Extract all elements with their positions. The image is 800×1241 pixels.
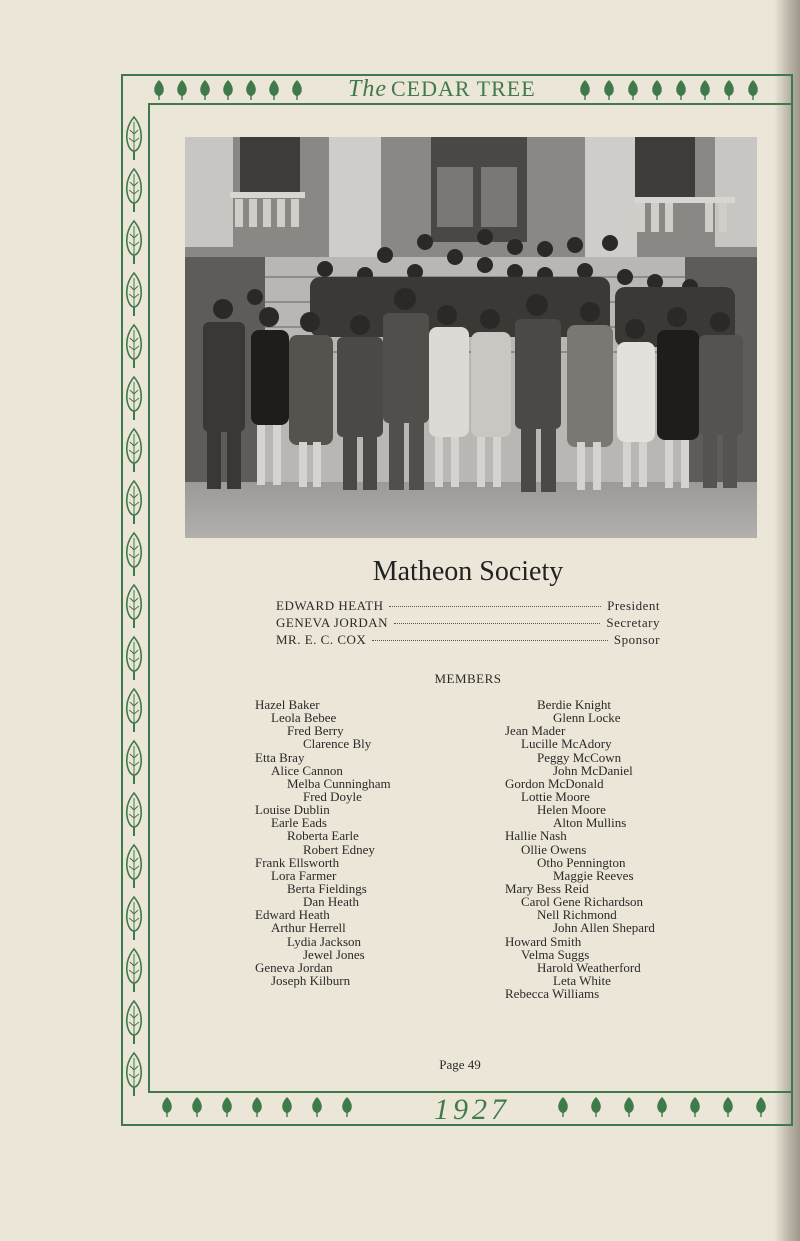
member-name: Otho Pennington	[537, 854, 626, 870]
member-name: Nell Richmond	[537, 907, 617, 923]
tree-icon	[124, 844, 144, 889]
member-name: Lydia Jackson	[287, 933, 362, 949]
tree-icon	[556, 1096, 570, 1118]
officer-role: Sponsor	[613, 632, 660, 647]
member-name: Fred Doyle	[303, 788, 362, 804]
member-name: Berta Fieldings	[287, 880, 367, 896]
footer-trees-left	[160, 1096, 354, 1118]
member-name: Berdie Knight	[537, 697, 612, 712]
tree-icon	[190, 1096, 204, 1118]
leader-dots	[394, 623, 600, 624]
officer-role: President	[607, 598, 660, 613]
member-name: Hazel Baker	[255, 697, 320, 712]
members-list-right	[505, 698, 655, 1000]
officer-name: MR. E. C. COX	[276, 632, 367, 647]
tree-icon	[175, 79, 189, 101]
title-the: The	[348, 76, 387, 102]
yearbook-title	[348, 76, 568, 102]
group-photo-illustration	[185, 137, 757, 538]
member-name: Edward Heath	[255, 907, 330, 923]
page-number: Page 49	[439, 1057, 481, 1072]
tree-icon	[124, 220, 144, 265]
officer-row	[276, 598, 660, 615]
tree-icon	[688, 1096, 702, 1118]
tree-icon	[124, 688, 144, 733]
header-trees-left	[152, 79, 304, 101]
group-photo	[185, 137, 757, 538]
society-title: Matheon Society	[372, 556, 564, 587]
officer-row	[276, 632, 660, 649]
officer-role: Secretary	[606, 615, 660, 630]
tree-icon	[124, 168, 144, 213]
member-name: Harold Weatherford	[537, 959, 641, 975]
tree-icon	[124, 1000, 144, 1045]
member-name: Lucille McAdory	[521, 736, 612, 752]
member-name: Leola Bebee	[271, 710, 337, 726]
tree-icon	[310, 1096, 324, 1118]
member-name: Alton Mullins	[553, 815, 627, 831]
footer-trees-right	[556, 1096, 768, 1118]
member-name: Peggy McCown	[537, 749, 622, 765]
member-name: Gordon McDonald	[505, 775, 604, 791]
member-name: Ollie Owens	[521, 841, 587, 857]
title-cedar-tree: CEDAR TREE	[391, 76, 536, 101]
tree-icon	[124, 272, 144, 317]
member-name: Louise Dublin	[255, 802, 330, 818]
member-name: Etta Bray	[255, 749, 305, 765]
tree-icon	[626, 79, 640, 101]
member-name: Geneva Jordan	[255, 959, 333, 975]
tree-icon	[622, 1096, 636, 1118]
leader-dots	[372, 640, 608, 641]
member-name: Glenn Locke	[553, 710, 621, 726]
tree-icon	[746, 79, 760, 101]
member-name: Velma Suggs	[521, 946, 590, 962]
tree-icon	[650, 79, 664, 101]
tree-icon	[221, 79, 235, 101]
tree-icon	[244, 79, 258, 101]
tree-icon	[220, 1096, 234, 1118]
member-name: Robert Edney	[303, 841, 375, 857]
tree-icon	[124, 584, 144, 629]
tree-icon	[721, 1096, 735, 1118]
member-name: Carol Gene Richardson	[521, 894, 644, 910]
member-name: Joseph Kilburn	[271, 972, 351, 988]
tree-icon	[124, 948, 144, 993]
member-name: Lottie Moore	[521, 788, 590, 804]
tree-icon	[124, 792, 144, 837]
member-name: Dan Heath	[303, 894, 359, 910]
leader-dots	[389, 606, 601, 607]
tree-icon	[160, 1096, 174, 1118]
tree-icon	[124, 1052, 144, 1097]
members-list-left	[255, 698, 391, 987]
tree-icon	[198, 79, 212, 101]
member-name: John Allen Shepard	[553, 920, 655, 936]
member-name: Lora Farmer	[271, 867, 337, 883]
member-name: Maggie Reeves	[553, 867, 634, 883]
member-name: Mary Bess Reid	[505, 880, 589, 896]
tree-icon	[124, 532, 144, 577]
tree-icon	[124, 740, 144, 785]
member-name: Earle Eads	[271, 815, 327, 831]
tree-icon	[267, 79, 281, 101]
member-name: Jean Mader	[505, 723, 566, 739]
member-name: Alice Cannon	[271, 762, 343, 778]
tree-icon	[124, 324, 144, 369]
tree-icon	[602, 79, 616, 101]
tree-icon	[124, 480, 144, 525]
tree-icon	[754, 1096, 768, 1118]
left-border-trees	[124, 116, 144, 1097]
officer-name: EDWARD HEATH	[276, 598, 384, 613]
tree-icon	[124, 376, 144, 421]
tree-icon	[589, 1096, 603, 1118]
tree-icon	[340, 1096, 354, 1118]
officer-name: GENEVA JORDAN	[276, 615, 389, 630]
member-name: Roberta Earle	[287, 828, 359, 844]
member-name: Helen Moore	[537, 802, 606, 818]
member-name: Arthur Herrell	[271, 920, 346, 936]
tree-icon	[280, 1096, 294, 1118]
member-name: Clarence Bly	[303, 736, 372, 752]
tree-icon	[290, 79, 304, 101]
member-name: John McDaniel	[553, 762, 633, 778]
member-name: Melba Cunningham	[287, 775, 391, 791]
tree-icon	[655, 1096, 669, 1118]
tree-icon	[124, 116, 144, 161]
header-trees-right	[578, 79, 760, 101]
member-name: Fred Berry	[287, 723, 344, 739]
tree-icon	[674, 79, 688, 101]
yearbook-year: 1927	[434, 1093, 510, 1126]
officer-row	[276, 615, 660, 632]
member-name: Leta White	[553, 972, 611, 988]
tree-icon	[578, 79, 592, 101]
tree-icon	[124, 428, 144, 473]
tree-icon	[698, 79, 712, 101]
tree-icon	[722, 79, 736, 101]
member-name: Frank Ellsworth	[255, 854, 340, 870]
tree-icon	[250, 1096, 264, 1118]
member-name: Howard Smith	[505, 933, 582, 949]
member-name: Hallie Nash	[505, 828, 567, 844]
tree-icon	[152, 79, 166, 101]
member-name: Rebecca Williams	[505, 986, 600, 1002]
members-heading: MEMBERS	[434, 671, 502, 686]
member-name: Jewel Jones	[303, 946, 365, 962]
tree-icon	[124, 896, 144, 941]
